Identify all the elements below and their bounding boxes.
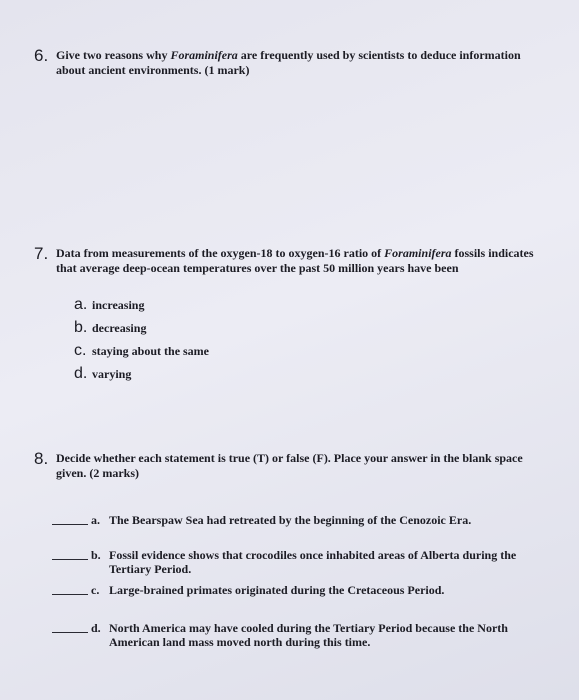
option-text: varying	[92, 367, 132, 381]
answer-blank[interactable]	[52, 583, 88, 595]
question-text	[56, 246, 549, 276]
option-text: staying about the same	[92, 344, 210, 358]
option-a	[74, 296, 549, 319]
question-number: 6.	[34, 46, 49, 65]
question-text-end: are frequently used by scientists to deduce information about ancient environments. (1 mark)	[56, 48, 521, 77]
question-text: Decide whether each statement is true (T) or false (F). Place your answer in the blank space given. (2 marks)	[56, 451, 523, 480]
option-b	[74, 319, 549, 342]
option-c	[74, 342, 549, 365]
option-text: decreasing	[92, 321, 147, 335]
option-d	[74, 365, 549, 388]
statement-letter: d.	[91, 621, 101, 635]
question-7	[34, 246, 549, 388]
statement-text: Fossil evidence shows that crocodiles once inhabited areas of Alberta during the Tertiary Period.	[109, 548, 517, 576]
question-text-end: fossils indicates that average deep-ocean temperatures over the past 50 million years have been	[56, 246, 534, 275]
answer-options	[74, 296, 549, 388]
statement-d	[52, 621, 549, 649]
option-letter: d.	[74, 365, 88, 382]
question-text-start: Data from measurements of the oxygen-18 to oxygen-16 ratio of	[56, 246, 385, 260]
statement-letter: c.	[91, 583, 100, 597]
statement-a	[52, 513, 549, 527]
statement-letter: b.	[91, 548, 101, 562]
statement-letter: a.	[91, 513, 100, 527]
option-letter: b.	[74, 319, 88, 336]
question-text-italic: Foraminifera	[384, 246, 452, 260]
question-number: 7.	[34, 244, 49, 263]
question-text	[56, 48, 549, 78]
answer-blank[interactable]	[52, 548, 88, 560]
option-text: increasing	[92, 298, 145, 312]
question-text-start: Give two reasons why	[56, 48, 171, 62]
statement-text: North America may have cooled during the Tertiary Period because the North American land mass moved north during this time.	[109, 621, 508, 649]
option-letter: c.	[74, 342, 87, 359]
answer-blank[interactable]	[52, 621, 88, 633]
statement-b	[52, 548, 549, 576]
statement-text: The Bearspaw Sea had retreated by the beginning of the Cenozoic Era.	[109, 513, 472, 527]
statement-c	[52, 583, 549, 597]
question-8	[34, 451, 549, 481]
question-text-italic: Foraminifera	[170, 48, 238, 62]
option-letter: a.	[74, 296, 88, 313]
answer-blank[interactable]	[52, 513, 88, 525]
question-number: 8.	[34, 449, 49, 468]
question-6	[34, 48, 549, 78]
statement-text: Large-brained primates originated during the Cretaceous Period.	[109, 583, 445, 597]
